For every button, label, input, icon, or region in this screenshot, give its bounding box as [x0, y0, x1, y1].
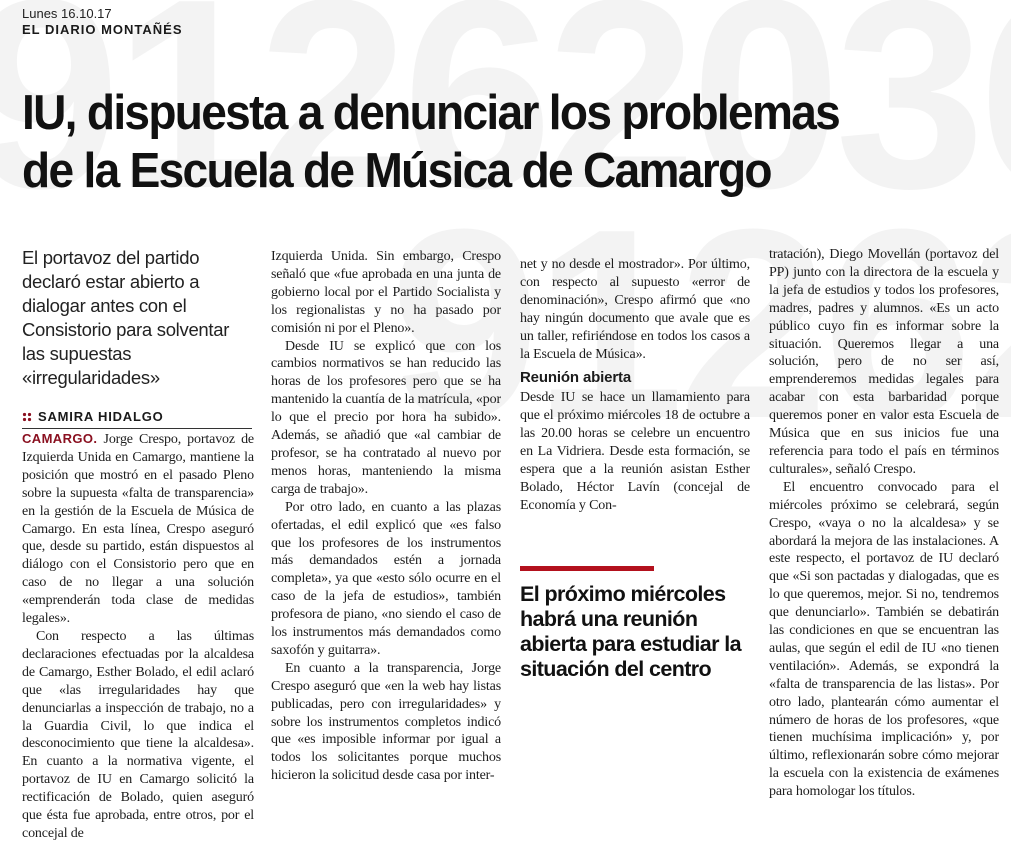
dateline: CAMARGO.: [22, 431, 98, 446]
paragraph: Izquierda Unida. Sin embargo, Crespo señaló que «fue aprobada en una junta de gobierno local por el Partido Socialista y los regionalistas y no ha pasado por comisión ni por el Pleno».: [271, 249, 501, 336]
paragraph: tratación), Diego Movellán (portavoz del PP) junto con la directora de la escuela y la jefa de estudios y todos los profesores, madres, padres y alumnos. «Es un acto público cuyo fin es informar sobre la situación. Queremos llegar a una solución, pero de no ser así, emprenderemos medidas legales para acabar con esta barbaridad porque queremos poner en valor esta Escuela de Música que en sus inicios fue una referencia para todo el país en términos culturales», señaló Crespo.: [769, 247, 999, 477]
paragraph: Con respecto a las últimas declaraciones efectuadas por la alcaldesa de Camargo, Esther Bolado, el edil aclaró que «las irregularidades hay que denunciarlas a inspección de trabajo, no a la Guardia Civil, lo que indica el desconocimiento que tiene la alcaldesa». En cuanto a la normativa vigente, el portavoz de IU en Camargo solicitó la rectificación de Bolado, quien aseguró que ésta fue aprobada, entre otros, por el concejal de: [22, 628, 254, 841]
pullquote: El próximo miércoles habrá una reunión abierta para estudiar la situación del centro: [520, 582, 742, 681]
subheadline: El portavoz del partido declaró estar abierto a dialogar antes con el Consistorio para solventar las supuestas «irregularidades»: [22, 247, 230, 388]
article-column-2: [271, 248, 501, 860]
paragraph: En cuanto a la transparencia, Jorge Crespo aseguró que «en la web hay listas publicadas, pero con irregularidades» y sobre los instrumentos completos indicó que «es imposible informar por igual a todos los solicitantes porque muchos hicieron la solicitud desde casa por inter-: [271, 660, 501, 784]
headline-line-1: IU, dispuesta a denunciar los problemas: [22, 86, 840, 140]
headline-line-2: de la Escuela de Música de Camargo: [22, 144, 771, 198]
paragraph: Desde IU se explicó que con los cambios normativos se han reducido las horas de los profesores pero que se ha mantenido la cuantía de la matrícula, «por lo que el precio por hora ha subido». Además, se añadió que «al cambiar de profesor, se ha contratado al nuevo por menos horas, manteniendo la misma carga de trabajo».: [271, 338, 501, 497]
publication-date: Lunes 16.10.17: [22, 6, 112, 21]
newspaper-name: EL DIARIO MONTAÑÉS: [22, 22, 183, 37]
byline-dots-icon: [22, 412, 32, 422]
pullquote-accent-bar: [520, 566, 654, 571]
section-heading: Reunión abierta: [520, 369, 632, 387]
paragraph: El encuentro convocado para el miércoles próximo se celebrará, según Crespo, «vaya o no la alcaldesa» y se abordará la mejora de las instalaciones. A este respecto, el portavoz de IU declaró que «Si son pactadas y dialogadas, que es lo que queremos, mejor. Si no, tendremos que denunciarlo». También se debatirán las condiciones en que se encuentran las aulas, que según el edil de IU «no tienen ventilación». Además, se expondrá la «falta de transparencia de las listas». Por otro lado, plantearán cómo aumentar el número de horas de los profesores, «que tienen muchísima implicación» y, por último, reflexionarán sobre cómo mejorar la escuela con la existencia de exámenes para homologar los títulos.: [769, 479, 999, 800]
paragraph: net y no desde el mostrador». Por último, con respecto al supuesto «error de denominación», Crespo afirmó que «no hay ningún documento que avale que es un taller, refiriéndose en todos los casos a la Escuela de Música».: [520, 257, 750, 362]
byline: [22, 409, 252, 429]
article-column-3: [520, 256, 750, 526]
article-column-1: [22, 430, 254, 858]
paragraph: [22, 430, 254, 628]
paragraph-text: Jorge Crespo, portavoz de Izquierda Unida en Camargo, mantiene la posición que mostró en el pasado Pleno sobre la supuesta «falta de transparencia» en la gestión de la Escuela de Música de Camargo. En esta línea, Crespo aseguró que, desde su partido, están dispuestos al diálogo con el Consistorio pero que en caso de no llegar a una solución «emprenderán toda clase de medidas legales».: [22, 432, 254, 627]
headline: [22, 84, 948, 200]
article-column-4: [769, 246, 999, 858]
paragraph: Por otro lado, en cuanto a las plazas ofertadas, el edil explicó que «es falso que los profesores de los instrumentos más demandados estén a jornada completa», ya que «esto sólo ocurre en el caso de la jefa de estudios», también profesora de piano, «no siendo el caso de los instrumentos más demandados como saxofón y guitarra».: [271, 499, 501, 658]
author-name: SAMIRA HIDALGO: [38, 409, 164, 424]
masthead: [22, 6, 183, 38]
paragraph: Desde IU se hace un llamamiento para que el próximo miércoles 18 de octubre a las 20.00 horas se celebre un encuentro en La Vidriera. Desde esta formación, se espera que a la reunión asistan Esther Bolado, Héctor Lavín (concejal de Economía y Con-: [520, 390, 750, 513]
